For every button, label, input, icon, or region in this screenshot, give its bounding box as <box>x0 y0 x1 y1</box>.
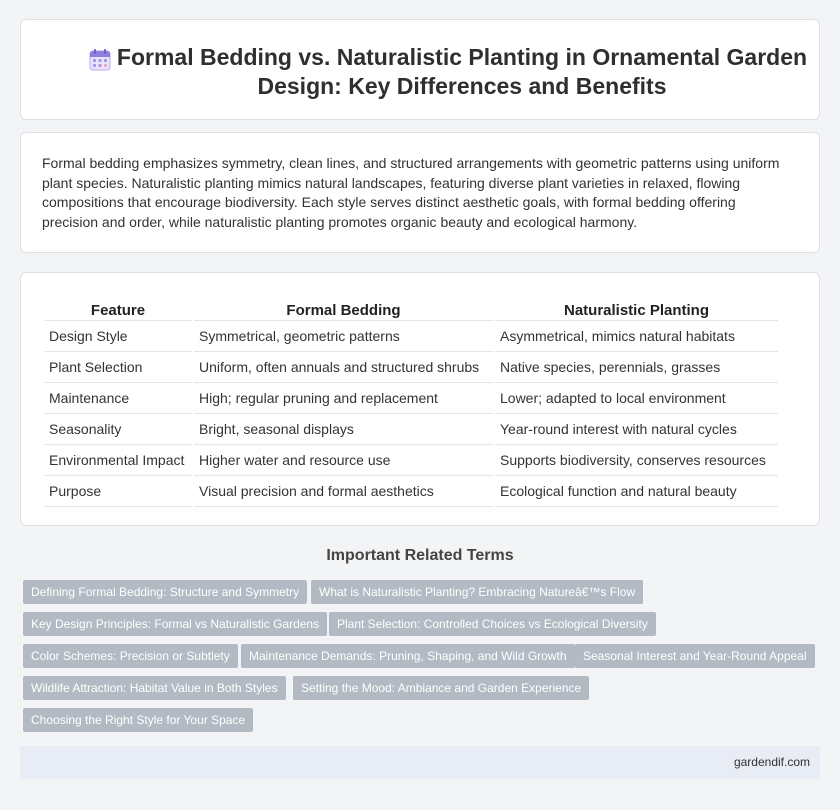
table-cell-formal: Higher water and resource use <box>194 445 493 476</box>
related-terms-heading: Important Related Terms <box>326 547 514 564</box>
intro-card <box>20 132 820 253</box>
table-cell-feature: Plant Selection <box>44 352 192 383</box>
table-cell-feature: Environmental Impact <box>44 445 192 476</box>
table-row <box>44 321 778 352</box>
related-term-tag[interactable]: Defining Formal Bedding: Structure and Symmetry <box>23 580 307 604</box>
table-cell-naturalistic: Ecological function and natural beauty <box>495 476 778 507</box>
table-row <box>44 476 778 507</box>
table-cell-feature: Design Style <box>44 321 192 352</box>
table-row <box>44 414 778 445</box>
table-cell-formal: Uniform, often annuals and structured shrubs <box>194 352 493 383</box>
table-cell-formal: Visual precision and formal aesthetics <box>194 476 493 507</box>
table-cell-formal: High; regular pruning and replacement <box>194 383 493 414</box>
table-cell-naturalistic: Asymmetrical, mimics natural habitats <box>495 321 778 352</box>
related-term-tag[interactable]: Wildlife Attraction: Habitat Value in Both Styles <box>23 676 286 700</box>
related-term-tag[interactable]: Seasonal Interest and Year-Round Appeal <box>575 644 815 668</box>
related-term-tag[interactable]: Setting the Mood: Ambiance and Garden Experience <box>293 676 589 700</box>
related-term-tag[interactable]: Plant Selection: Controlled Choices vs Ecological Diversity <box>329 612 656 636</box>
comparison-table <box>42 293 780 507</box>
footer-site-name[interactable]: gardendif.com <box>733 755 810 769</box>
related-term-tag[interactable]: Color Schemes: Precision or Subtlety <box>23 644 238 668</box>
table-row <box>44 445 778 476</box>
column-header-feature: Feature <box>44 293 192 321</box>
related-term-tag[interactable]: Key Design Principles: Formal vs Naturalistic Gardens <box>23 612 327 636</box>
table-row <box>44 352 778 383</box>
table-cell-feature: Maintenance <box>44 383 192 414</box>
table-row <box>44 383 778 414</box>
table-cell-naturalistic: Lower; adapted to local environment <box>495 383 778 414</box>
related-term-tag[interactable]: Maintenance Demands: Pruning, Shaping, and Wild Growth <box>241 644 575 668</box>
related-term-tag[interactable]: Choosing the Right Style for Your Space <box>23 708 253 732</box>
table-cell-formal: Symmetrical, geometric patterns <box>194 321 493 352</box>
title-card <box>20 19 820 120</box>
related-term-tag[interactable]: What is Naturalistic Planting? Embracing Natureâ€™s Flow <box>311 580 643 604</box>
table-cell-naturalistic: Supports biodiversity, conserves resources <box>495 445 778 476</box>
column-header-formal-bedding: Formal Bedding <box>194 293 493 321</box>
comparison-table-card <box>20 272 820 526</box>
table-cell-formal: Bright, seasonal displays <box>194 414 493 445</box>
calendar-icon <box>88 48 112 72</box>
column-header-naturalistic-planting: Naturalistic Planting <box>495 293 778 321</box>
footer <box>20 746 820 779</box>
intro-paragraph: Formal bedding emphasizes symmetry, clean lines, and structured arrangements with geometric patterns using uniform plant species. Naturalistic planting mimics natural landscapes, featuring diverse plant varieties in relaxed, flowing compositions that encourage biodiversity. Each style serves distinct aesthetic goals, with formal bedding offering precision and order, while naturalistic planting promotes organic beauty and ecological harmony. <box>42 155 780 230</box>
table-cell-feature: Seasonality <box>44 414 192 445</box>
table-header-row <box>44 293 778 321</box>
page-title: Formal Bedding vs. Naturalistic Planting in Ornamental Garden Design: Key Differences and Benefits <box>116 44 808 99</box>
table-cell-naturalistic: Native species, perennials, grasses <box>495 352 778 383</box>
table-cell-naturalistic: Year-round interest with natural cycles <box>495 414 778 445</box>
table-cell-feature: Purpose <box>44 476 192 507</box>
